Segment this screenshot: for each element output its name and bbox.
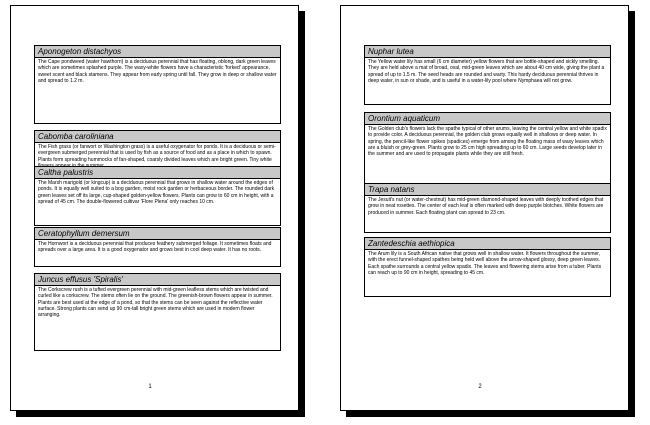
entry-title: Cabomba caroliniana [35, 131, 280, 143]
entry-body: The Cape pondweed (water hawthorn) is a deciduous perennial that has floating, oblong, dark green leaves which are sometimes splashed purple. The waxy-white flowers have a characteristic 'forked' appearance, sweet scent and black stamens. They appear from early spring until fall. They grow in deep or shallow water and spread to 1.2 m. [38, 59, 277, 84]
entry-body: The Yellow water lily has small (6 cm diameter) yellow flowers that are bottle-shaped and sickly smelling. They are held above a mat of broad, oval, mid-green leaves which are about 40 cm wide, giving the plant a spread of up to 1.5 m. The seed heads are rounded and warty. This hardy deciduous perennial thrives in deep water, in sun or shade, and is useful in a water-lily pool where Nymphaea will not grow. [368, 59, 605, 84]
page-number: 2 [478, 384, 482, 390]
entry-title: Caltha palustris [35, 167, 280, 179]
entry-aponogeton [34, 45, 281, 124]
entry-body: The Marsh marigold (or kingcup) is a deciduous perennial that grows in shallow water around the edges of ponds. It is equally well suited to a bog garden, moist rock garden or herbaceous border. The rounded dark green leaves set off its large, cup-shaped golden-yellow flowers. Plants can grow to 60 cm in height, with a spread of 45 cm. The double-flowered cultivar 'Flore Plena' only reaches 10 cm. [38, 180, 275, 205]
entry-nuphar [364, 45, 611, 105]
page-number: 1 [148, 384, 152, 390]
entry-title: Aponogeton distachyos [35, 46, 280, 58]
entry-body: The Fish grass (or fanwort or Washington grass) is a useful oxygenator for ponds. It is a deciduous or semi-evergreen submerged perennial that is used by fish as a source of food and as a place in which to spawn. Plants form spreading hummocks of fan-shaped, coarsly divided leaves which are bright green. Tiny white [38, 144, 276, 163]
entry-title: Trapa natans [365, 184, 610, 196]
entry-zantedeschia [364, 237, 611, 297]
entry-body: The Hornwort is a deciduous perennial that produces feathery submerged foliage. It sometimes floats and spreads over a large area. It is a good oxygenator and grows best in cool deep water. It has no roots. [38, 241, 272, 254]
entry-juncus [34, 273, 281, 351]
page-2 [340, 5, 629, 411]
page-1 [10, 5, 299, 411]
entry-title: Nuphar lutea [365, 46, 610, 58]
entry-ceratophyllum [34, 227, 281, 267]
entry-title: Juncus effusus 'Spiralis' [35, 274, 280, 286]
entry-title: Orontium aquaticum [365, 113, 610, 125]
entry-orontium [364, 112, 611, 184]
entry-body: The Corkscrew rush is a tufted evergreen perennial with mid-green leafless stems which are twisted and curled like a corkscrew. The stems often lie on the ground. The greenish-brown flowers appear in summer. Plants are best used at the edge of a pond, so that the stems can be seen against the reflective water surface. Strong plants can send up 90 cm-tall bright green stems which are used in modern flower arranging. [38, 287, 273, 319]
entry-trapa [364, 183, 611, 233]
entry-title: Zantedeschia aethiopica [365, 238, 610, 250]
entry-body: The Golden club's flowers lack the spathe typical of other arums, leaving the central yellow and white spadix to provide color. A deciduous perennial, the golden club grows equally well in shallows or deep water. In spring, the pencil-like flower spikes (spadices) emerge from among the floating mass of waxy leaves which are a bluish or grey-green. Plants grow to 25 cm high spreading up to 60 cm. Large seeds develop later in the summer and are used to propagate plants while they are still fresh. [368, 126, 607, 158]
entry-body: The Arum lily is a South African native that grows well in shallow water. It flowers throughout the summer, with the erect funnel-shaped spathes being held well above the arrow-shaped glossy, deep green leaves. Each spathe surrounds a central yellow spadix. The leaves and flowering stems arise from a tuber. Plants can reach up to 90 cm in height, spreading to 45 cm. [368, 251, 602, 276]
entry-caltha [34, 166, 281, 226]
entry-title: Ceratophyllum demersum [35, 228, 280, 240]
entry-body: The Jesuit's nut (or water-chestnut) has mid-green diamond-shaped leaves with deeply toothed edges that grow in neat rosettes. The center of each leaf is often marked with deep purple blotches. White flowers are produced in summer. Each floating plant can spread to 23 cm. [368, 197, 604, 216]
